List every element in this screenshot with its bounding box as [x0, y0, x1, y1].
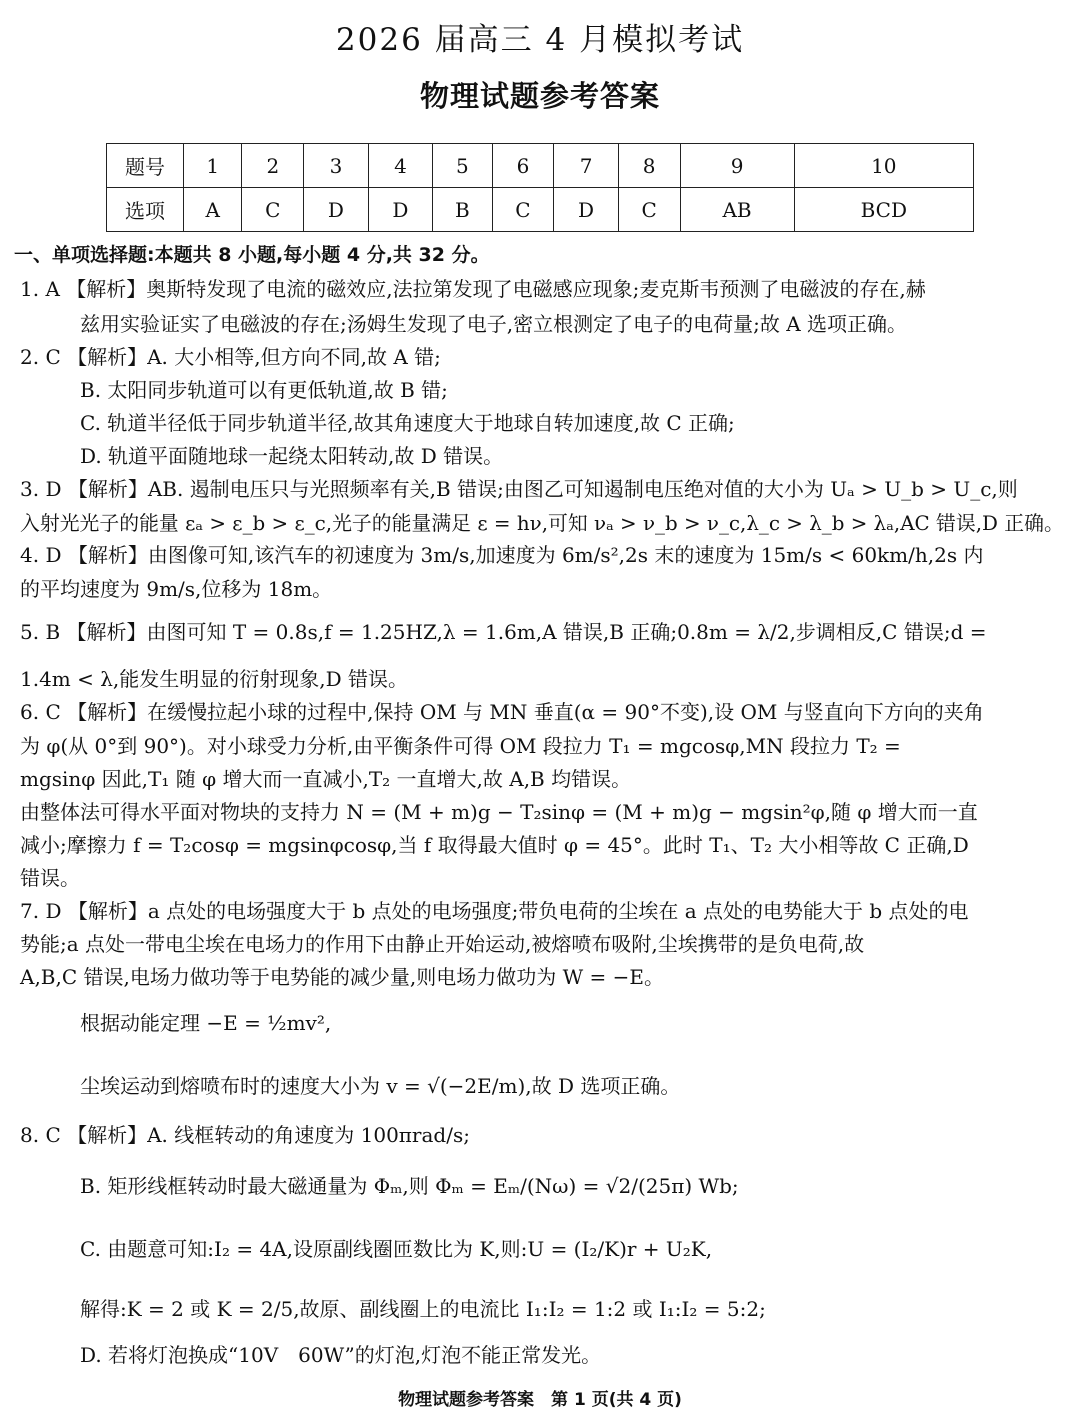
table-cell: 4: [368, 144, 433, 188]
table-cell: B: [433, 188, 492, 232]
table-cell: A: [184, 188, 242, 232]
table-cell: 9: [680, 144, 794, 188]
answer-table: [106, 143, 974, 232]
table-cell: 10: [794, 144, 973, 188]
answer-line: D. 轨道平面随地球一起绕太阳转动,故 D 错误。: [80, 444, 504, 468]
answer-line: 4. D 【解析】由图像可知,该汽车的初速度为 3m/s,加速度为 6m/s²,2s 末的速度为 15m/s < 60km/h,2s 内: [20, 543, 984, 567]
table-cell: C: [242, 188, 304, 232]
answer-line: B. 矩形线框转动时最大磁通量为 Φₘ,则 Φₘ = Eₘ/(Nω) = √2/(25π) Wb;: [80, 1174, 739, 1198]
table-cell: AB: [680, 188, 794, 232]
answer-line: 错误。: [20, 866, 80, 890]
table-cell: C: [618, 188, 680, 232]
table-cell: C: [492, 188, 554, 232]
answer-line: 1.4m < λ,能发生明显的衍射现象,D 错误。: [20, 667, 409, 691]
answer-row: [107, 188, 974, 232]
table-cell: D: [304, 188, 369, 232]
answer-line: 兹用实验证实了电磁波的存在;汤姆生发现了电子,密立根测定了电子的电荷量;故 A 选项正确。: [80, 312, 907, 336]
answer-line: 2. C 【解析】A. 大小相等,但方向不同,故 A 错;: [20, 345, 441, 369]
answer-line: 8. C 【解析】A. 线框转动的角速度为 100πrad/s;: [20, 1123, 470, 1147]
table-cell: 选项: [107, 188, 184, 232]
answer-line: 由整体法可得水平面对物块的支持力 N = (M + m)g − T₂sinφ = (M + m)g − mgsin²φ,随 φ 增大而一直: [20, 800, 978, 824]
answer-line: 5. B 【解析】由图可知 T = 0.8s,f = 1.25HZ,λ = 1.6m,A 错误,B 正确;0.8m = λ/2,步调相反,C 错误;d =: [20, 620, 987, 644]
table-cell: 1: [184, 144, 242, 188]
question-number-row: [107, 144, 974, 188]
page-footer: 物理试题参考答案 第 1 页(共 4 页): [398, 1390, 682, 1410]
answer-line: C. 由题意可知:I₂ = 4A,设原副线圈匝数比为 K,则:U = (I₂/K)r + U₂K,: [80, 1237, 713, 1261]
table-cell: 2: [242, 144, 304, 188]
answer-line: D. 若将灯泡换成“10V 60W”的灯泡,灯泡不能正常发光。: [80, 1343, 602, 1367]
answer-line: 的平均速度为 9m/s,位移为 18m。: [20, 577, 333, 601]
answer-line: 根据动能定理 −E = ½mv²,: [80, 1011, 332, 1035]
answer-line: 入射光光子的能量 εₐ > ε_b > ε_c,光子的能量满足 ε = hν,可知 νₐ > ν_b > ν_c,λ_c > λ_b > λₐ,AC 错误,D 正确。: [20, 511, 1064, 535]
table-cell: 7: [554, 144, 619, 188]
answer-line: A,B,C 错误,电场力做功等于电势能的减少量,则电场力做功为 W = −E。: [20, 965, 664, 989]
answer-line: 尘埃运动到熔喷布时的速度大小为 v = √(−2E/m),故 D 选项正确。: [80, 1074, 681, 1098]
answer-line: 6. C 【解析】在缓慢拉起小球的过程中,保持 OM 与 MN 垂直(α = 90°不变),设 OM 与竖直向下方向的夹角: [20, 700, 984, 724]
answer-line: 势能;a 点处一带电尘埃在电场力的作用下由静止开始运动,被熔喷布吸附,尘埃携带的是负电荷,故: [20, 932, 865, 956]
answer-line: 1. A 【解析】奥斯特发现了电流的磁效应,法拉第发现了电磁感应现象;麦克斯韦预测了电磁波的存在,赫: [20, 277, 926, 301]
answer-line: 7. D 【解析】a 点处的电场强度大于 b 点处的电场强度;带负电荷的尘埃在 a 点处的电势能大于 b 点处的电: [20, 899, 969, 923]
answer-line: 减小;摩擦力 f = T₂cosφ = mgsinφcosφ,当 f 取得最大值时 φ = 45°。此时 T₁、T₂ 大小相等故 C 正确,D: [20, 833, 969, 857]
table-cell: 6: [492, 144, 554, 188]
table-cell: 5: [433, 144, 492, 188]
table-cell: 题号: [107, 144, 184, 188]
answer-line: B. 太阳同步轨道可以有更低轨道,故 B 错;: [80, 378, 448, 402]
table-cell: D: [368, 188, 433, 232]
answer-line: mgsinφ 因此,T₁ 随 φ 增大而一直减小,T₂ 一直增大,故 A,B 均错误。: [20, 767, 632, 791]
table-cell: 8: [618, 144, 680, 188]
table-cell: D: [554, 188, 619, 232]
table-cell: 3: [304, 144, 369, 188]
answer-key-subtitle: 物理试题参考答案: [419, 79, 660, 113]
answer-line: 为 φ(从 0°到 90°)。对小球受力分析,由平衡条件可得 OM 段拉力 T₁ = mgcosφ,MN 段拉力 T₂ =: [20, 734, 901, 758]
answer-line: 解得:K = 2 或 K = 2/5,故原、副线圈上的电流比 I₁:I₂ = 1:2 或 I₁:I₂ = 5:2;: [80, 1297, 766, 1321]
exam-title: 2026 届高三 4 月模拟考试: [335, 22, 745, 58]
section-heading: 一、单项选择题:本题共 8 小题,每小题 4 分,共 32 分。: [14, 244, 490, 266]
answer-line: C. 轨道半径低于同步轨道半径,故其角速度大于地球自转加速度,故 C 正确;: [80, 411, 735, 435]
answer-line: 3. D 【解析】AB. 遏制电压只与光照频率有关,B 错误;由图乙可知遏制电压绝对值的大小为 Uₐ > U_b > U_c,则: [20, 477, 1018, 501]
table-cell: BCD: [794, 188, 973, 232]
